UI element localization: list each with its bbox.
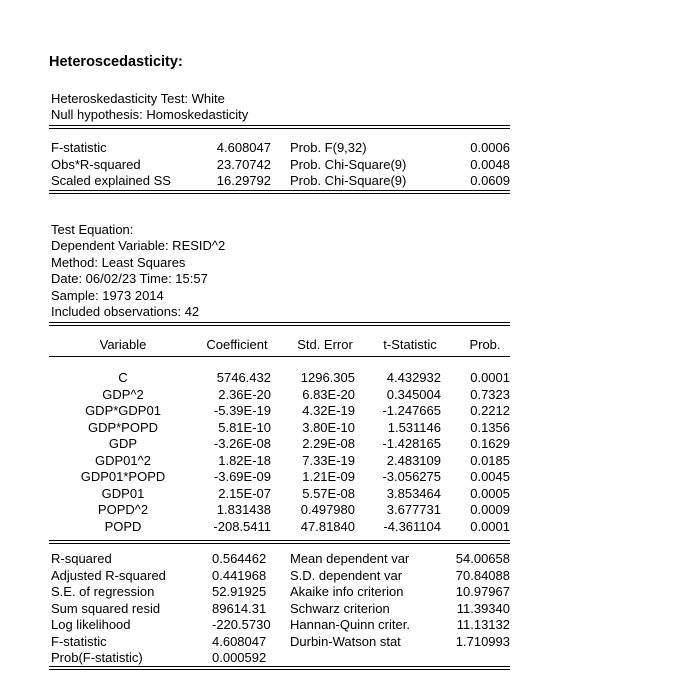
table-cell: 0.0005 bbox=[470, 485, 510, 501]
variable-name: GDP bbox=[108, 436, 138, 451]
table-cell: -1.247665 bbox=[382, 403, 441, 418]
table-cell: 0.0045 bbox=[470, 469, 510, 484]
summary-label: S.D. dependent var bbox=[290, 567, 403, 583]
variable-name: GDP01^2 bbox=[95, 452, 151, 468]
table-cell: 0.0001 bbox=[470, 370, 510, 385]
divider bbox=[49, 543, 510, 544]
test-stat-value: 16.29792 bbox=[216, 173, 271, 188]
table-cell: 1.82E-18 bbox=[218, 452, 271, 468]
column-header: t-Statistic bbox=[383, 337, 437, 352]
table-cell: -1.428165 bbox=[382, 436, 441, 451]
test-stat-label: F-statistic bbox=[51, 140, 107, 155]
variable-name: GDP*GDP01 bbox=[85, 403, 161, 418]
summary-value: -220.5730 bbox=[212, 617, 271, 632]
column-header: Prob. bbox=[469, 337, 501, 352]
summary-label: S.E. of regression bbox=[51, 584, 155, 599]
test-name: Heteroskedasticity Test: White bbox=[51, 91, 225, 106]
table-cell: -3.056275 bbox=[382, 469, 441, 484]
table-cell: 0.0009 bbox=[470, 502, 510, 517]
table-cell: 5746.432 bbox=[216, 370, 271, 385]
test-stat-label: Obs*R-squared bbox=[51, 156, 141, 172]
summary-label: F-statistic bbox=[51, 633, 107, 649]
divider bbox=[49, 190, 510, 191]
summary-label: Adjusted R-squared bbox=[51, 567, 166, 583]
divider bbox=[49, 540, 510, 541]
table-cell: 0.497980 bbox=[300, 502, 355, 517]
summary-value: 4.608047 bbox=[212, 633, 267, 649]
summary-value: 89614.31 bbox=[212, 600, 267, 616]
summary-label: Log likelihood bbox=[51, 617, 131, 632]
divider bbox=[49, 669, 510, 670]
table-cell: 2.36E-20 bbox=[218, 386, 271, 402]
table-cell: 7.33E-19 bbox=[302, 452, 355, 468]
variable-name: GDP*POPD bbox=[87, 419, 159, 435]
table-cell: 4.432932 bbox=[386, 370, 441, 385]
table-cell: 5.57E-08 bbox=[302, 485, 355, 501]
summary-label: Schwarz criterion bbox=[290, 600, 390, 616]
variable-name: POPD bbox=[104, 518, 142, 534]
table-cell: -4.361104 bbox=[383, 518, 441, 534]
dependent-variable: Dependent Variable: RESID^2 bbox=[51, 238, 226, 253]
test-stat-value: 23.70742 bbox=[216, 156, 271, 172]
table-cell: 6.83E-20 bbox=[302, 386, 355, 402]
divider bbox=[49, 325, 510, 326]
date-time: Date: 06/02/23 Time: 15:57 bbox=[51, 271, 208, 286]
table-cell: 2.483109 bbox=[386, 452, 441, 468]
summary-value: 0.441968 bbox=[212, 567, 267, 583]
table-cell: -208.5411 bbox=[213, 518, 271, 534]
divider bbox=[49, 125, 510, 126]
table-cell: 1.531146 bbox=[387, 419, 441, 435]
summary-label: Mean dependent var bbox=[290, 551, 410, 566]
summary-value: 11.13132 bbox=[456, 617, 510, 632]
table-cell: 5.81E-10 bbox=[218, 419, 271, 435]
summary-value: 1.710993 bbox=[455, 633, 510, 649]
table-cell: 0.345004 bbox=[386, 386, 441, 402]
summary-value: 0.564462 bbox=[212, 551, 267, 566]
test-stat-prob: 0.0006 bbox=[470, 140, 510, 155]
summary-value: 70.84088 bbox=[455, 567, 510, 583]
method: Method: Least Squares bbox=[51, 255, 186, 270]
table-cell: 3.853464 bbox=[386, 485, 441, 501]
divider bbox=[49, 128, 510, 129]
summary-value: 54.00658 bbox=[455, 551, 510, 566]
variable-name: POPD^2 bbox=[97, 502, 149, 517]
test-stat-prob-label: Prob. Chi-Square(9) bbox=[290, 173, 407, 188]
table-cell: 0.0185 bbox=[470, 452, 510, 468]
divider bbox=[49, 193, 510, 194]
table-cell: 1.831438 bbox=[216, 502, 271, 517]
test-stat-prob-label: Prob. Chi-Square(9) bbox=[290, 156, 407, 172]
summary-label: Prob(F-statistic) bbox=[51, 650, 143, 665]
summary-label: R-squared bbox=[51, 551, 112, 566]
table-cell: 4.32E-19 bbox=[302, 403, 355, 418]
divider bbox=[49, 356, 510, 357]
variable-name: C bbox=[118, 370, 128, 385]
table-cell: -3.26E-08 bbox=[213, 436, 271, 451]
table-cell: 0.0001 bbox=[470, 518, 510, 534]
column-header: Coefficient bbox=[206, 337, 268, 352]
test-stat-label: Scaled explained SS bbox=[51, 173, 171, 188]
table-cell: 3.80E-10 bbox=[302, 419, 355, 435]
column-header: Std. Error bbox=[297, 337, 353, 352]
summary-value: 10.97967 bbox=[455, 584, 510, 599]
summary-value: 52.91925 bbox=[212, 584, 267, 599]
summary-label: Durbin-Watson stat bbox=[290, 633, 401, 649]
table-cell: -3.69E-09 bbox=[213, 469, 271, 484]
summary-value: 11.39340 bbox=[456, 600, 510, 616]
summary-label: Sum squared resid bbox=[51, 600, 161, 616]
table-cell: 1.21E-09 bbox=[302, 469, 355, 484]
test-equation-title: Test Equation: bbox=[51, 222, 134, 237]
variable-name: GDP01*POPD bbox=[80, 469, 166, 484]
table-cell: 47.81840 bbox=[300, 518, 355, 534]
divider bbox=[49, 322, 510, 323]
table-cell: 0.7323 bbox=[470, 386, 510, 402]
test-stat-value: 4.608047 bbox=[216, 140, 271, 155]
page-title: Heteroscedasticity: bbox=[49, 54, 183, 70]
table-cell: 0.2212 bbox=[470, 403, 510, 418]
test-stat-prob: 0.0609 bbox=[470, 173, 510, 188]
variable-name: GDP^2 bbox=[102, 386, 144, 402]
table-cell: 3.677731 bbox=[386, 502, 441, 517]
variable-name: GDP01 bbox=[101, 485, 145, 501]
test-stat-prob-label: Prob. F(9,32) bbox=[290, 140, 367, 155]
observations: Included observations: 42 bbox=[51, 304, 200, 319]
test-stat-prob: 0.0048 bbox=[470, 156, 510, 172]
table-cell: 2.29E-08 bbox=[302, 436, 355, 451]
divider bbox=[49, 666, 510, 667]
summary-label: Hannan-Quinn criter. bbox=[290, 617, 410, 632]
summary-value: 0.000592 bbox=[212, 650, 267, 665]
column-header: Variable bbox=[99, 337, 147, 352]
table-cell: 0.1356 bbox=[470, 419, 510, 435]
table-cell: 2.15E-07 bbox=[218, 485, 271, 501]
table-cell: 0.1629 bbox=[470, 436, 510, 451]
summary-label: Akaike info criterion bbox=[290, 584, 404, 599]
table-cell: -5.39E-19 bbox=[213, 403, 271, 418]
table-cell: 1296.305 bbox=[300, 370, 355, 385]
sample: Sample: 1973 2014 bbox=[51, 288, 164, 303]
null-hypothesis: Null hypothesis: Homoskedasticity bbox=[51, 107, 249, 122]
